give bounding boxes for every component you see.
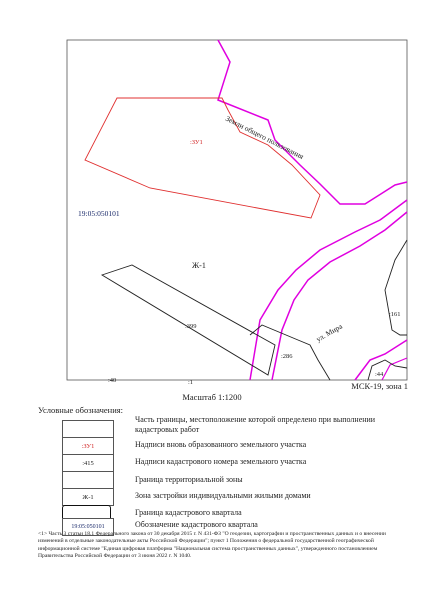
label-zu1: :ЗУ1 [190,139,203,146]
legend-swatch-new-parcel: :ЗУ1 [62,437,114,455]
label-161: :161 [389,311,401,318]
footnote: <1> Часть 3 статьи 18.1 Федерального закона от 30 декабря 2015 г. N 431-ФЗ "О геодезии, картографии и пространственных данных и о внесении изменений в отдельные законодательные акты Российской Федерации"; пункт 1 Положения о федеральной государственной географической информационной системе "Единая цифровая платформа "Национальная система пространственных данных", утвержденного постановлением Правительства Российской Федерации от 3 июня 2022 г. N 1040. [38,531,386,559]
legend-text-zone: Граница территориальной зоны [135,475,243,484]
legend-text-boundary: Часть границы, местоположение которой определено при выполнении кадастровых работ [135,415,376,434]
parcel-161 [385,240,407,335]
legend-swatch-boundary [62,420,114,438]
label-40: :40 [108,377,117,384]
legend-text-new-parcel: Надписи вновь образованного земельного участка [135,440,307,449]
label-286: :286 [281,353,293,360]
legend-swatch-cad-number: :415 [62,454,114,472]
label-zone: Ж-1 [192,261,206,270]
label-public-land: Земли общего пользования [224,113,306,162]
legend-text-quarter-boundary: Граница кадастрового квартала [135,508,242,517]
label-1: :1 [188,379,194,386]
legend-swatch-quarter-code: 19:05:050101 [62,518,114,536]
label-44: :44 [375,371,384,378]
parcel-399 [102,265,275,375]
coordinate-system: МСК-19, зона 1 [351,381,408,391]
legend-text-zone-code: Зона застройки индивидуальными жилыми домами [135,491,311,500]
legend-swatch-zone [62,471,114,489]
label-quarter: 19:05:050101 [78,209,120,218]
legend-title: Условные обозначения: [38,405,124,415]
label-street: ул. Мира [314,321,344,344]
label-399: :399 [185,323,197,330]
map-scale: Масштаб 1:1200 [182,392,242,402]
parcel-zu1 [85,98,320,218]
zone-boundary-4 [382,358,407,380]
legend-text-quarter-code: Обозначение кадастрового квартала [135,520,258,529]
legend-text-cad-number: Надписи кадастрового номера земельного участка [135,457,307,466]
legend-swatch-zone-code: Ж-1 [62,488,114,506]
